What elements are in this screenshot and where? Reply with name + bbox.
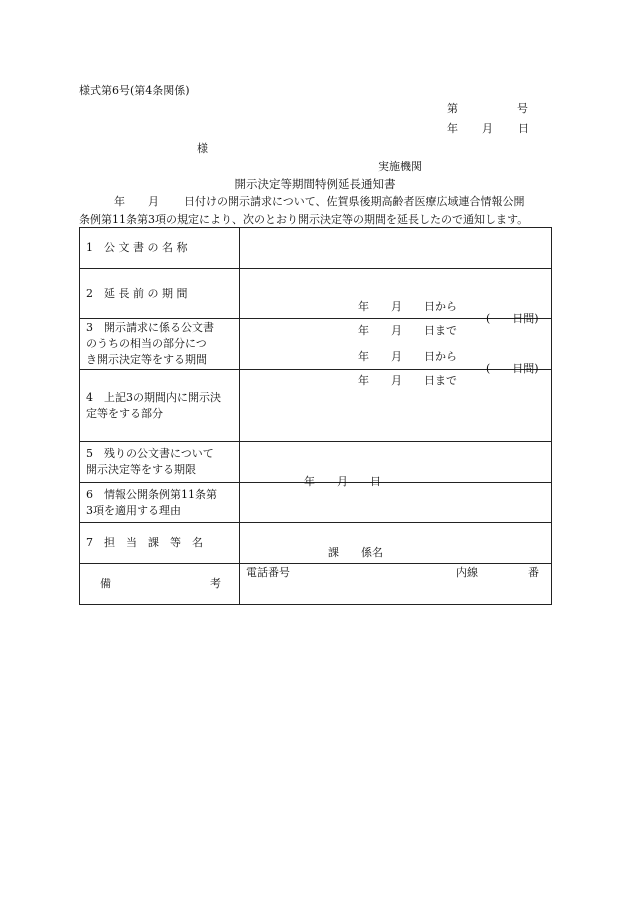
document-number-prefix: 第 — [447, 102, 458, 115]
row2-from: 年 月 日から — [358, 299, 457, 313]
row4-label-line2: 定等をする部分 — [86, 406, 163, 420]
row3-days: ( 日間) — [486, 362, 539, 375]
row7-label: 7 担 当 課 等 名 — [80, 523, 240, 564]
row6-label-line2: 3項を適用する理由 — [86, 503, 181, 517]
row5-label-line1: 5 残りの公文書について — [86, 447, 214, 460]
date-year: 年 — [447, 122, 458, 135]
row8-label — [80, 564, 240, 605]
body-month: 月 — [148, 195, 159, 208]
row3-label-line2: のうちの相当の部分につ — [86, 337, 207, 350]
row1-value — [240, 228, 552, 269]
row7-section: 課 係名 — [328, 546, 383, 559]
row2-value — [240, 269, 552, 337]
row3-label-line3: き開示決定等をする期間 — [86, 353, 207, 366]
document-number-suffix: 号 — [517, 102, 528, 115]
row6-label — [80, 483, 240, 523]
date-day: 日 — [518, 122, 529, 135]
row3-to: 年 月 日まで — [358, 374, 457, 387]
row5-label-line2: 開示決定等をする期限 — [86, 463, 196, 476]
form-number: 様式第6号(第4条関係) — [79, 84, 190, 97]
row6-label-line1: 6 情報公開条例第11条第 — [86, 487, 217, 501]
row7-extension-suffix: 番 — [528, 566, 539, 579]
row2-to: 年 月 日まで — [358, 323, 457, 337]
row2-label: 2 延 長 前 の 期 間 — [80, 269, 240, 319]
row5-date: 年 月 日 — [304, 475, 381, 488]
row8-label-a: 備 — [100, 577, 111, 590]
notice-form-table — [79, 227, 552, 605]
row5-value — [240, 442, 552, 488]
row3-label — [80, 319, 240, 370]
row7-phone-label: 電話番号 — [246, 566, 290, 579]
row1-label: 1 公 文 書 の 名 称 — [80, 228, 240, 269]
row8-label-b: 考 — [210, 577, 221, 590]
row2-days: ( 日間) — [486, 311, 539, 325]
row4-label-line1: 4 上記3の期間内に開示決 — [86, 390, 221, 404]
row5-label — [80, 442, 240, 483]
row3-from: 年 月 日から — [358, 350, 457, 363]
row7-extension-label: 内線 — [456, 566, 478, 579]
row3-label-line1: 3 開示請求に係る公文書 — [86, 321, 214, 334]
issuing-agency: 実施機関 — [378, 160, 422, 173]
body-line2: 条例第11条第3項の規定により、次のとおり開示決定等の期間を延長したので通知します。 — [79, 213, 529, 226]
body-year: 年 — [114, 195, 125, 208]
document-title: 開示決定等期間特例延長通知書 — [234, 177, 396, 191]
row7-value — [240, 523, 552, 579]
body-line1: 日付けの開示請求について、佐賀県後期高齢者医療広域連合情報公開 — [184, 195, 525, 208]
row4-label — [80, 370, 240, 442]
addressee-suffix: 様 — [197, 142, 208, 155]
row6-value — [240, 483, 552, 523]
date-month: 月 — [482, 122, 493, 135]
